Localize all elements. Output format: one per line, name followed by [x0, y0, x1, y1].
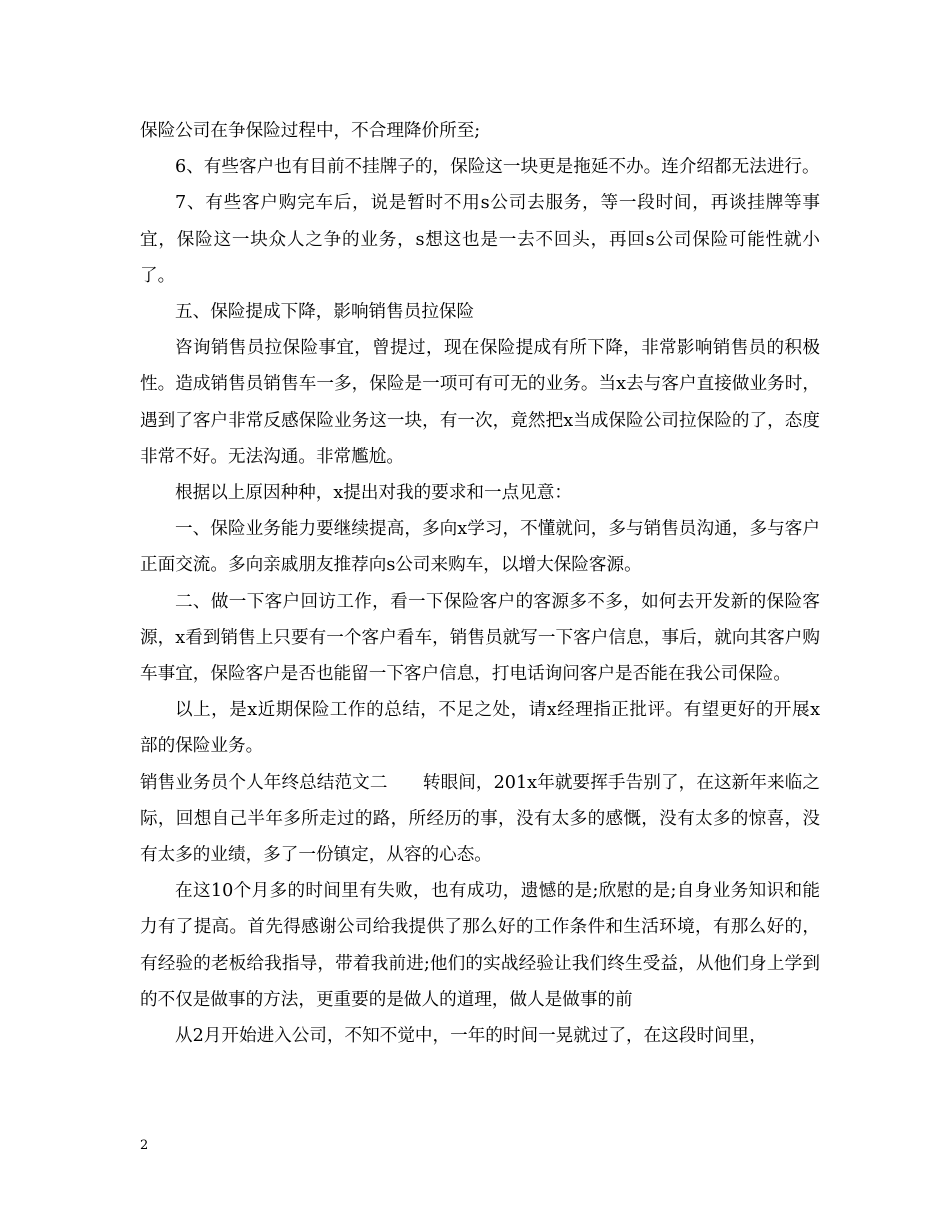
paragraph: 二、做一下客户回访工作，看一下保险客户的客源多不多，如何去开发新的保险客源，x看到销售上只要有一个客户看车，销售员就写一下客户信息，事后，就向其客户购车事宜，保险客户是否也能留一下客户信息，打电话询问客户是否能在我公司保险。: [140, 591, 820, 685]
article-title-paragraph: 销售业务员个人年终总结范文二 转眼间，201x年就要挥手告别了，在这新年来临之际，回想自己半年多所走过的路，所经历的事，没有太多的感慨，没有太多的惊喜，没有太多的业绩，多了一份镇定，从容的心态。: [140, 772, 820, 866]
section-heading: 五、保险提成下降，影响销售员拉保险: [175, 302, 475, 323]
page-number: 2: [140, 1138, 149, 1153]
paragraph: 保险公司在争保险过程中，不合理降价所至;: [140, 121, 481, 141]
paragraph: 咨询销售员拉保险事宜，曾提过，现在保险提成有所下降，非常影响销售员的积极性。造成销售员销售车一多，保险是一项可有可无的业务。当x去与客户直接做业务时，遇到了客户非常反感保险业务这一块，有一次，竟然把x当成保险公司拉保险的了，态度非常不好。无法沟通。非常尷尬。: [140, 338, 820, 467]
paragraph: 根据以上原因种种，x提出对我的要求和一点见意：: [175, 483, 572, 504]
paragraph: 从2月开始进入公司，不知不觉中，一年的时间一晃就过了，在这段时间里，: [175, 1026, 767, 1047]
paragraph: 7、有些客户购完车后，说是暂时不用s公司去服务，等一段时间，再谈挂牌等事宜，保险这一块众人之争的业务，s想这也是一去不回头，再回s公司保险可能性就小了。: [140, 193, 820, 286]
paragraph: 一、保险业务能力要继续提高，多向x学习，不懂就问，多与销售员沟通，多与客户正面交流。多向亲戚朋友推荐向s公司来购车，以增大保险客源。: [140, 519, 820, 576]
paragraph: 在这10个月多的时间里有失败，也有成功，遗憾的是;欣慰的是;自身业务知识和能力有了提高。首先得感谢公司给我提供了那么好的工作条件和生活环境，有那么好的，有经验的老板给我指导，带着我前进;他们的实战经验让我们终生受益，从他们身上学到的不仅是做事的方法，更重要的是做人的道理，做人是做事的前: [140, 881, 820, 1010]
paragraph: 以上，是x近期保险工作的总结，不足之处，请x经理指正批评。有望更好的开展x部的保险业务。: [140, 700, 820, 757]
paragraph: 6、有些客户也有目前不挂牌子的，保险这一块更是拖延不办。连介绍都无法进行。: [175, 157, 820, 178]
document-body: [140, 113, 820, 1054]
